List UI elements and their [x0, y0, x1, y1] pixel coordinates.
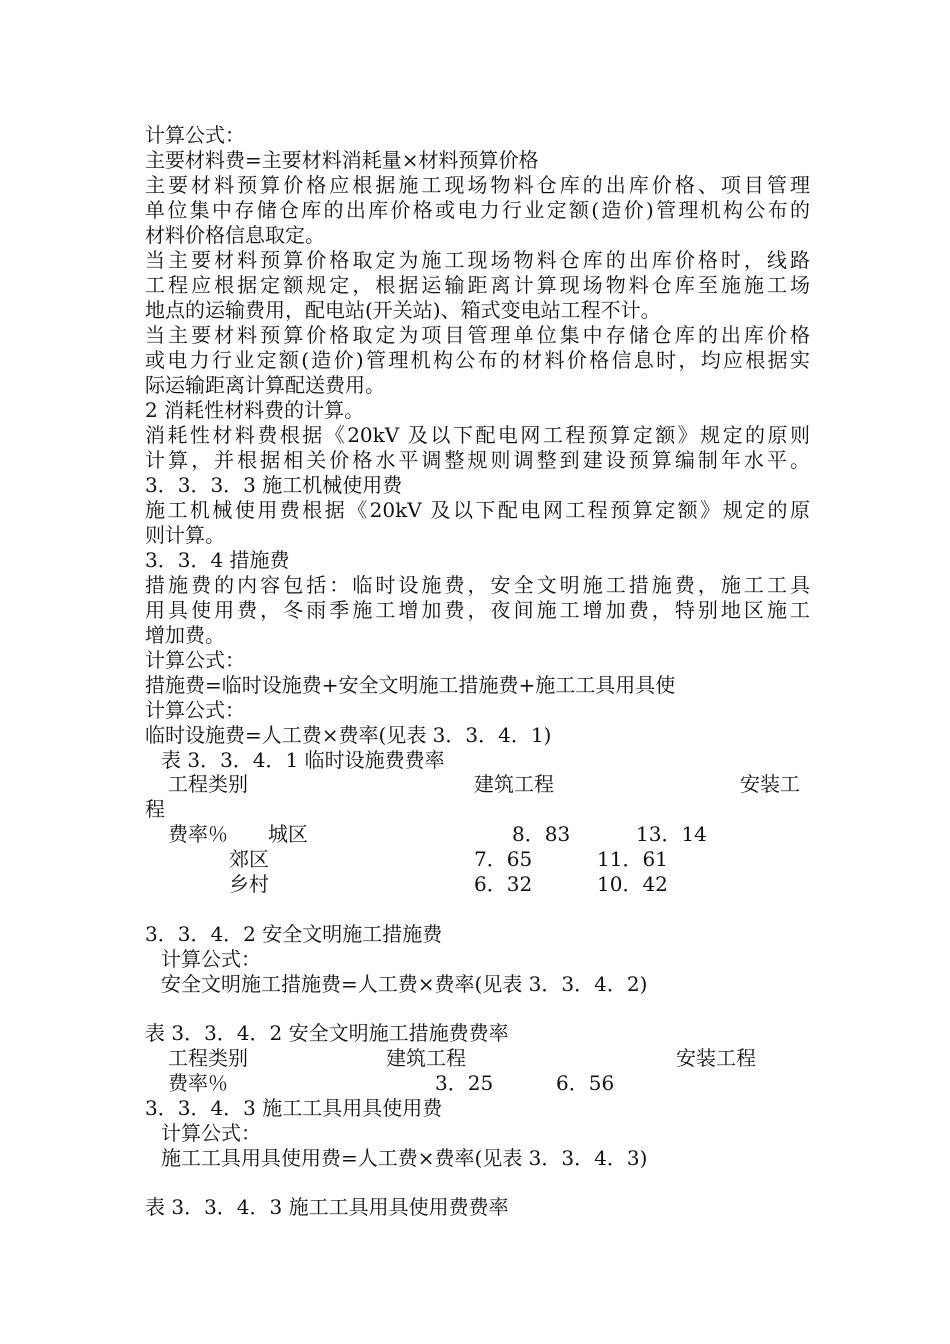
paragraph-line: 际运输距离计算配送费用。	[145, 373, 385, 397]
paragraph-line: 或电力行业定额(造价)管理机构公布的材料价格信息时，均应根据实	[145, 348, 810, 372]
formula-line: 临时设施费=人工费×费率(见表 3．3．4．1)	[145, 723, 552, 747]
table-cell-building: 8．83	[512, 822, 571, 846]
section-heading: 3．3．3．3 施工机械使用费	[145, 473, 403, 497]
formula-heading: 计算公式：	[145, 123, 245, 147]
section-heading: 3．3．4．2 安全文明施工措施费	[145, 922, 443, 946]
formula-heading: 计算公式：	[161, 1121, 261, 1145]
paragraph-line: 工程应根据定额规定，根据运输距离计算现场物料仓库至施施工场	[145, 273, 810, 297]
table-header-building: 建筑工程	[474, 772, 554, 796]
paragraph-line: 用具使用费，冬雨季施工增加费，夜间施工增加费，特别地区施工	[145, 598, 810, 622]
paragraph-line: 则计算。	[145, 523, 225, 547]
paragraph-line: 单位集中存储仓库的出库价格或电力行业定额(造价)管理机构公布的	[145, 198, 810, 222]
table-cell-area: 郊区	[229, 847, 269, 871]
table-header-building: 建筑工程	[386, 1046, 466, 1070]
formula-line: 主要材料费=主要材料消耗量×材料预算价格	[145, 148, 539, 172]
table-cell-building: 3．25	[435, 1071, 494, 1095]
table-caption: 表 3．3．4．3 施工工具用具使用费费率	[145, 1195, 509, 1219]
table-cell-area: 乡村	[229, 872, 269, 896]
table-cell-area: 城区	[268, 822, 308, 846]
table-header-install-wrap: 程	[145, 797, 165, 821]
paragraph-line: 措施费的内容包括：临时设施费，安全文明施工措施费，施工工具	[145, 573, 810, 597]
table-rate-label: 费率％	[168, 1071, 228, 1095]
table-cell-building: 7．65	[474, 847, 533, 871]
formula-line: 施工工具用具使用费=人工费×费率(见表 3．3．4．3)	[161, 1146, 648, 1170]
table-rate-label: 费率％	[168, 822, 228, 846]
formula-heading: 计算公式：	[161, 947, 261, 971]
formula-heading: 计算公式：	[145, 698, 245, 722]
paragraph-line: 地点的运输费用，配电站(开关站)、箱式变电站工程不计。	[145, 298, 661, 322]
paragraph-line: 材料价格信息取定。	[145, 223, 325, 247]
table-cell-building: 6．32	[474, 872, 533, 896]
paragraph-line: 当主要材料预算价格取定为施工现场物料仓库的出库价格时，线路	[145, 248, 810, 272]
table-cell-install: 6．56	[556, 1071, 615, 1095]
table-header-install: 安装工程	[676, 1046, 756, 1070]
formula-line: 措施费=临时设施费+安全文明施工措施费+施工工具用具使	[145, 673, 676, 697]
table-caption: 表 3．3．4．2 安全文明施工措施费费率	[145, 1021, 509, 1045]
section-heading: 3．3．4 措施费	[145, 548, 290, 572]
formula-heading: 计算公式：	[145, 648, 245, 672]
table-cell-install: 13．14	[636, 822, 707, 846]
paragraph-line: 当主要材料预算价格取定为项目管理单位集中存储仓库的出库价格	[145, 323, 810, 347]
table-cell-install: 11．61	[597, 847, 668, 871]
table-caption: 表 3．3．4．1 临时设施费费率	[161, 748, 445, 772]
table-header-category: 工程类别	[168, 1046, 248, 1070]
section-heading: 2 消耗性材料费的计算。	[145, 398, 365, 422]
paragraph-line: 消耗性材料费根据《20kV 及以下配电网工程预算定额》规定的原则	[145, 423, 810, 447]
section-heading: 3．3．4．3 施工工具用具使用费	[145, 1096, 443, 1120]
formula-line: 安全文明施工措施费=人工费×费率(见表 3．3．4．2)	[161, 972, 648, 996]
table-cell-install: 10．42	[597, 872, 668, 896]
paragraph-line: 施工机械使用费根据《20kV 及以下配电网工程预算定额》规定的原	[145, 498, 810, 522]
table-header-install: 安装工	[740, 772, 800, 796]
paragraph-line: 增加费。	[145, 623, 225, 647]
table-header-category: 工程类别	[168, 772, 248, 796]
paragraph-line: 计算，并根据相关价格水平调整规则调整到建设预算编制年水平。	[145, 448, 810, 472]
paragraph-line: 主要材料预算价格应根据施工现场物料仓库的出库价格、项目管理	[145, 173, 810, 197]
